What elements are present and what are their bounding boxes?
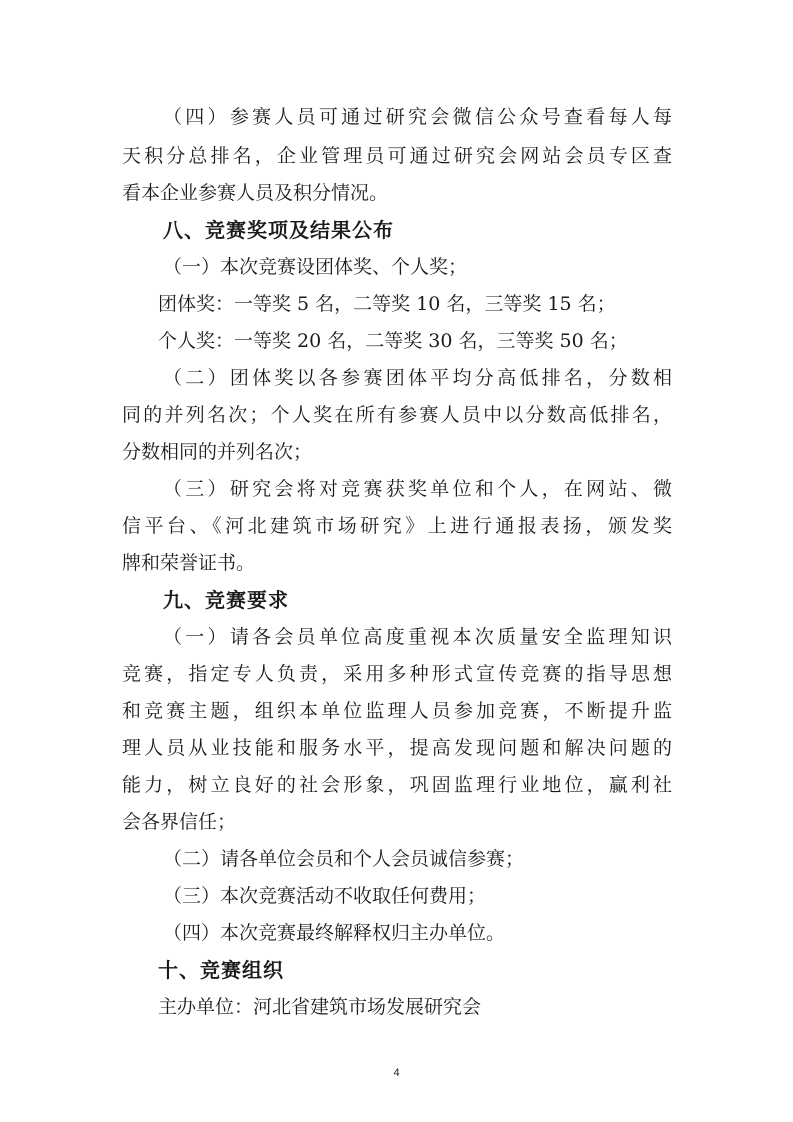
section9-item1-line4: 理人员从业技能和服务水平，提高发现问题和解决问题的 <box>122 737 672 759</box>
section8-item2-line1: （二）团体奖以各参赛团体平均分高低排名，分数相 <box>163 367 672 389</box>
section9-heading: 九、竞赛要求 <box>163 588 289 612</box>
section8-item3-line2: 信平台、《河北建筑市场研究》上进行通报表扬，颁发奖 <box>122 515 672 537</box>
section7-item4-line3: 看本企业参赛人员及积分情况。 <box>122 182 389 204</box>
section8-item3-line3: 牌和荣誉证书。 <box>122 552 256 574</box>
section9-item1-line2: 竞赛，指定专人负责，采用多种形式宣传竞赛的指导思想 <box>122 663 672 685</box>
team-award: 团体奖：一等奖 5 名，二等奖 10 名，三等奖 15 名； <box>158 293 616 315</box>
personal-award: 个人奖：一等奖 20 名，二等奖 30 名，三等奖 50 名； <box>158 330 628 352</box>
section8-item2-line3: 分数相同的并列名次； <box>122 441 313 463</box>
section8-item3-line1: （三）研究会将对竞赛获奖单位和个人，在网站、微 <box>163 478 672 500</box>
section9-item1-line6: 会各界信任； <box>122 811 237 833</box>
section8-heading: 八、竞赛奖项及结果公布 <box>163 218 394 242</box>
section9-item1-line3: 和竞赛主题，组织本单位监理人员参加竞赛，不断提升监 <box>122 700 672 722</box>
section9-item2: （二）请各单位会员和个人会员诚信参赛； <box>163 848 525 870</box>
section10-heading: 十、竞赛组织 <box>158 958 284 982</box>
organizer: 主办单位：河北省建筑市场发展研究会 <box>158 996 482 1018</box>
section8-item1: （一）本次竞赛设团体奖、个人奖； <box>163 256 468 278</box>
section8-item2-line2: 同的并列名次；个人奖在所有参赛人员中以分数高低排名， <box>122 404 672 426</box>
section7-item4-line2: 天积分总排名，企业管理员可通过研究会网站会员专区查 <box>122 145 672 167</box>
section7-item4-line1: （四）参赛人员可通过研究会微信公众号查看每人每 <box>163 106 672 128</box>
section9-item1-line1: （一）请各会员单位高度重视本次质量安全监理知识 <box>163 626 672 648</box>
section9-item1-line5: 能力，树立良好的社会形象，巩固监理行业地位，赢利社 <box>122 774 672 796</box>
section9-item4: （四）本次竞赛最终解释权归主办单位。 <box>163 922 506 944</box>
section9-item3: （三）本次竞赛活动不收取任何费用； <box>163 885 487 907</box>
page-number: 4 <box>393 1067 400 1079</box>
